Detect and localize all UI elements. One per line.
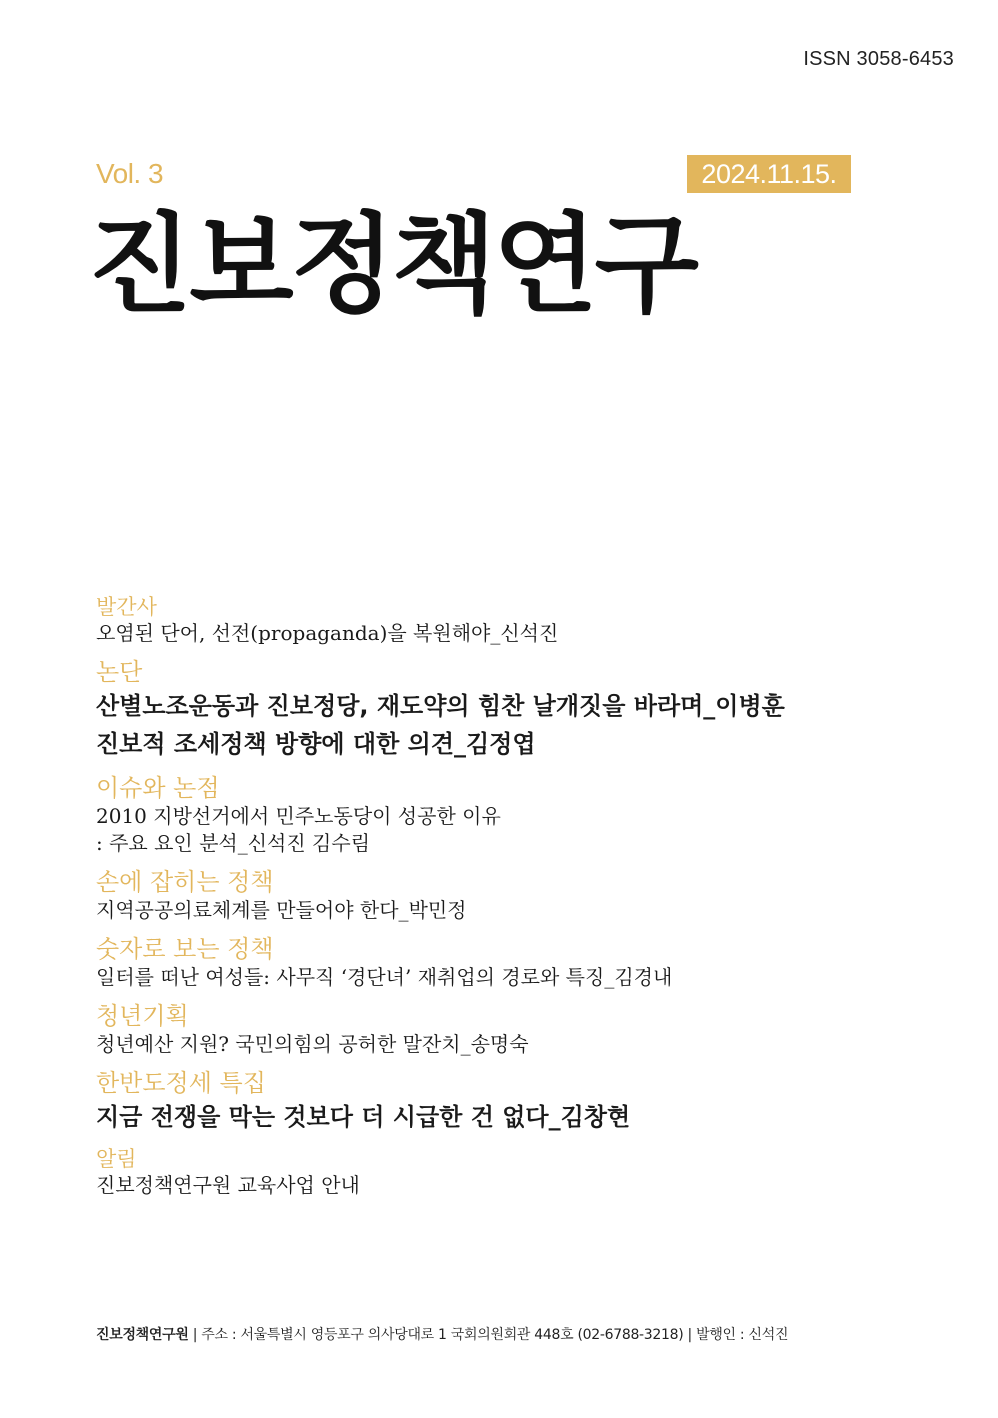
category-label: 논단 [96,658,143,686]
issue-date-badge: 2024.11.15. [687,155,851,193]
section-commentary [96,657,956,763]
section-youth-feature [96,1001,956,1058]
publisher-name: 진보정책연구원 [96,1327,189,1343]
issn-number: ISSN 3058-6453 [803,48,954,70]
section-notice [96,1146,956,1199]
category-label: 한반도정세 특집 [96,1069,266,1097]
article-title: 산별노조운동과 진보정당, 재도약의 힘찬 날개짓을 바라며_이병훈 [96,692,785,720]
article-title: 지역공공의료체계를 만들어야 한다_박민정 [96,898,467,922]
section-foreword [96,594,956,647]
section-issues [96,773,956,857]
article-title: 오염된 단어, 선전(propaganda)을 복원해야_신석진 [96,621,559,645]
volume-label: Vol. 3 [96,158,164,189]
section-korean-peninsula-special [96,1068,956,1136]
category-label: 손에 잡히는 정책 [96,868,274,896]
category-label: 알림 [96,1147,137,1171]
article-title: 진보적 조세정책 방향에 대한 의견_김정엽 [96,730,536,758]
article-title: 지금 전쟁을 막는 것보다 더 시급한 건 없다_김창현 [96,1103,631,1131]
section-policy-by-numbers [96,934,956,991]
table-of-contents [96,594,956,1209]
publisher-address: | 주소 : 서울특별시 영등포구 의사당대로 1 국회의원회관 448호 (02-6788-3218) | 발행인 : 신석진 [188,1327,789,1343]
publisher-footer [96,1324,788,1344]
article-title: 진보정책연구원 교육사업 안내 [96,1173,360,1197]
article-title: 청년예산 지원? 국민의힘의 공허한 말잔치_송명숙 [96,1032,529,1056]
article-title: 일터를 떠난 여성들: 사무직 ‘경단녀’ 재취업의 경로와 특징_김경내 [96,965,673,989]
article-title: 2010 지방선거에서 민주노동당이 성공한 이유 [96,804,501,828]
category-label: 발간사 [96,595,157,619]
category-label: 청년기획 [96,1002,189,1030]
article-subtitle: : 주요 요인 분석_신석진 김수림 [96,831,371,855]
category-label: 이슈와 논점 [96,774,220,802]
section-policy-in-hand [96,867,956,924]
category-label: 숫자로 보는 정책 [96,935,274,963]
publication-title: 진보정책연구 [88,203,696,328]
